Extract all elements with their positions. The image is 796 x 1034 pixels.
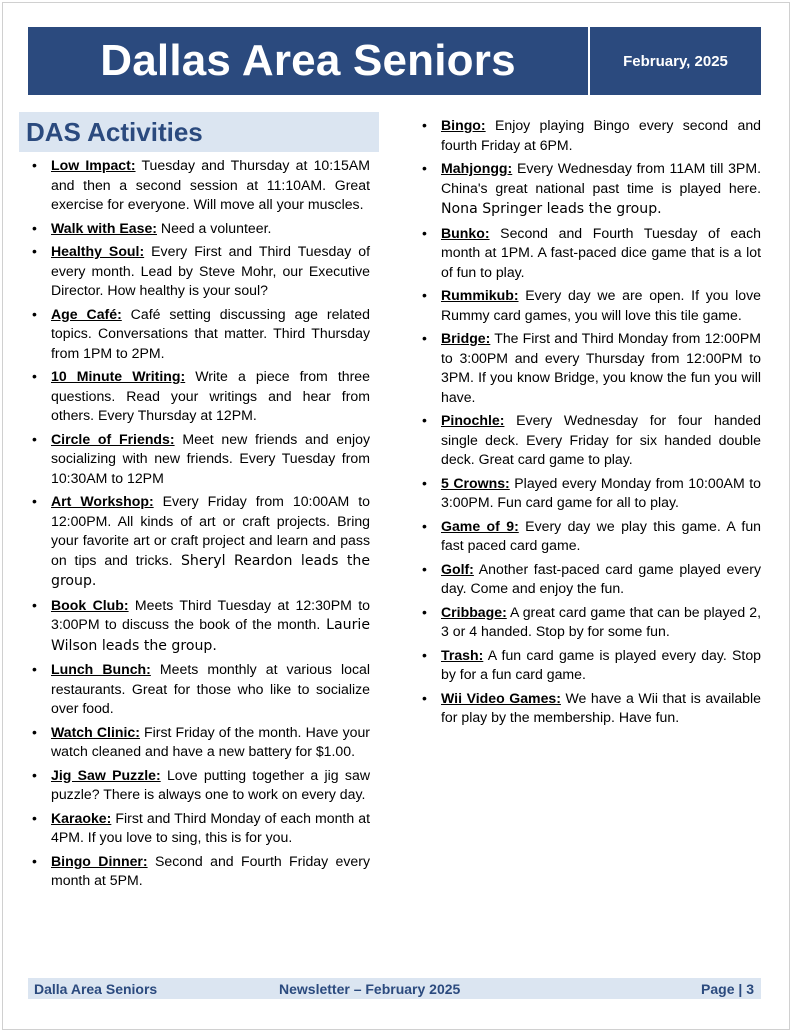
bullet-icon: • [422,517,427,534]
activity-title: Age Café: [51,305,122,322]
activity-title: Book Club: [51,596,129,613]
bullet-icon: • [32,723,37,740]
activity-leader-note: Nona Springer leads the group. [441,201,662,217]
bullet-icon: • [32,493,37,509]
activity-title: Jig Saw Puzzle: [51,766,161,783]
activity-title: Low Impact: [51,157,136,173]
activity-description: Need a volunteer. [157,219,272,236]
footer-organization: Dalla Area Seniors [34,980,158,997]
activity-item [28,367,370,426]
activity-title: 5 Crowns: [441,474,510,491]
bullet-icon: • [32,430,37,447]
activity-description: Played every Monday from 10:00AM to 3:00PM. Fun card game for all to play. [441,474,761,510]
activity-title: Cribbage: [441,603,507,620]
footer-newsletter-label: Newsletter – February 2025 [279,980,461,997]
activity-description: Every day we play this game. A fun fast paced card game. [441,517,761,553]
activity-title: Bingo Dinner: [51,852,148,869]
activity-description: Every Wednesday from 11AM till 3PM. China's great national past time is played here. [441,160,761,196]
activity-description: Love putting together a jig saw puzzle? There is always one to work on every day. [51,766,370,802]
activity-item [28,219,370,239]
activity-title: Walk with Ease: [51,219,157,236]
bullet-icon: • [422,560,427,577]
page-footer [28,978,761,999]
bullet-icon: • [422,160,427,176]
activity-leader-note: Sheryl Reardon leads the group. [51,552,370,589]
activities-right-column [418,116,761,732]
bullet-icon: • [422,603,427,620]
activity-item [28,723,370,762]
activity-title: Wii Video Games: [441,689,561,706]
activity-description: A great card game that can be played 2, 3 or 4 handed. Stop by for some fun. [441,603,761,639]
activity-title: Bingo: [441,117,486,133]
issue-date: February, 2025 [623,52,728,70]
activity-description: Meets Third Tuesday at 12:30PM to 3:00PM to discuss the book of the month. [51,596,370,632]
bullet-icon: • [32,596,37,613]
activity-title: Trash: [441,646,484,663]
bullet-icon: • [32,766,37,783]
activities-left-column [28,156,370,895]
activity-description: Meets monthly at various local restaurants. Great for those who like to socialize over food. [51,661,370,716]
activity-description: Tuesday and Thursday at 10:15AM and then a second session at 11:10AM. Great exercise for everyone. Will move all your muscles. [51,157,371,212]
activity-title: Rummikub: [441,287,519,303]
activity-title: Pinochle: [441,412,505,428]
activity-item [418,560,761,599]
activity-item [28,809,370,848]
activity-title: Circle of Friends: [51,430,175,447]
activity-item [418,689,761,728]
section-heading: DAS Activities [19,112,379,152]
activity-title: Bunko: [441,224,490,241]
activity-item [418,603,761,642]
activity-item [418,474,761,513]
activity-title: Karaoke: [51,809,112,826]
bullet-icon: • [422,330,427,346]
activity-item [418,646,761,685]
footer-page-number: Page | 3 [701,980,754,997]
bullet-icon: • [422,646,427,663]
bullet-icon: • [422,474,427,491]
activity-item [418,411,761,470]
activity-description: Every First and Third Tuesday of every month. Lead by Steve Mohr, our Executive Director. How healthy is your soul? [51,243,370,298]
activity-description: Second and Fourth Tuesday of each month at 1PM. A fast-paced dice game that is a lot of fun to play. [441,224,761,280]
activity-description: A fun card game is played every day. Stop by for a fun card game. [441,646,761,682]
bullet-icon: • [422,224,427,241]
activity-description: Second and Fourth Friday every month at 5PM. [51,852,371,888]
bullet-icon: • [32,157,37,173]
bullet-icon: • [422,412,427,428]
activity-description: Another fast-paced card game played every day. Come and enjoy the fun. [441,560,761,596]
bullet-icon: • [32,219,37,236]
activity-description: The First and Third Monday from 12:00PM to 3:00PM and every Thursday from 12:00PM to 3PM. If you know Bridge, you know the fun you will have. [441,330,761,405]
activity-description: Write a piece from three questions. Read your writings and hear from others. Every Thursday at 12PM. [51,368,370,423]
activity-title: Watch Clinic: [51,723,140,740]
activity-title: Mahjongg: [441,160,513,176]
activity-item [418,224,761,283]
activity-leader-note: Laurie Wilson leads the group. [51,617,370,654]
bullet-icon: • [32,661,37,677]
activity-item [28,766,370,805]
activity-item [418,116,761,155]
bullet-icon: • [32,368,37,384]
masthead [28,27,761,95]
activity-item [28,305,370,364]
activity-title: Golf: [441,560,474,577]
activity-item [28,156,370,215]
activity-description: Every day we are open. If you love Rummy card games, you will love this tile game. [441,287,761,323]
activity-title: Art Workshop: [51,493,154,509]
activity-description: Meet new friends and enjoy socializing with new friends. Every Tuesday from 10:30AM to 12PM [51,430,371,486]
activity-item [418,329,761,407]
bullet-icon: • [32,305,37,322]
activity-item [418,517,761,556]
bullet-icon: • [32,243,37,259]
activity-item [28,242,370,301]
bullet-icon: • [422,117,427,133]
bullet-icon: • [422,689,427,706]
activity-title: Bridge: [441,330,491,346]
activity-description: Enjoy playing Bingo every second and fourth Friday at 6PM. [441,117,761,153]
activity-item [28,660,370,719]
bullet-icon: • [32,852,37,869]
activity-title: Healthy Soul: [51,243,145,259]
newsletter-title: Dallas Area Seniors [28,27,590,95]
activity-item [28,492,370,592]
activity-item [418,159,761,220]
activity-title: Game of 9: [441,517,519,534]
activity-title: Lunch Bunch: [51,661,151,677]
activity-description: First and Third Monday of each month at 4PM. If you love to sing, this is for you. [51,809,370,845]
activity-description: Every Wednesday for four handed single deck. Every Friday for six handed double deck. Great card game to play. [441,412,761,467]
activity-title: 10 Minute Writing: [51,368,186,384]
activity-item [28,430,370,489]
activity-description: Café setting discussing age related topics. Conversations that matter. Third Thursday from 1PM to 2PM. [51,305,370,361]
bullet-icon: • [32,809,37,826]
bullet-icon: • [422,287,427,303]
activity-description: First Friday of the month. Have your watch cleaned and have a new battery for $1.00. [51,723,370,759]
activity-item [28,596,370,657]
activity-description: Every Friday from 10:00AM to 12:00PM. All kinds of art or craft projects. Bring your favorite art or craft project and learn and pass on tips and tricks. [51,493,370,568]
activity-item [28,852,370,891]
activity-description: We have a Wii that is available for play by the membership. Have fun. [441,689,761,725]
activity-item [418,286,761,325]
